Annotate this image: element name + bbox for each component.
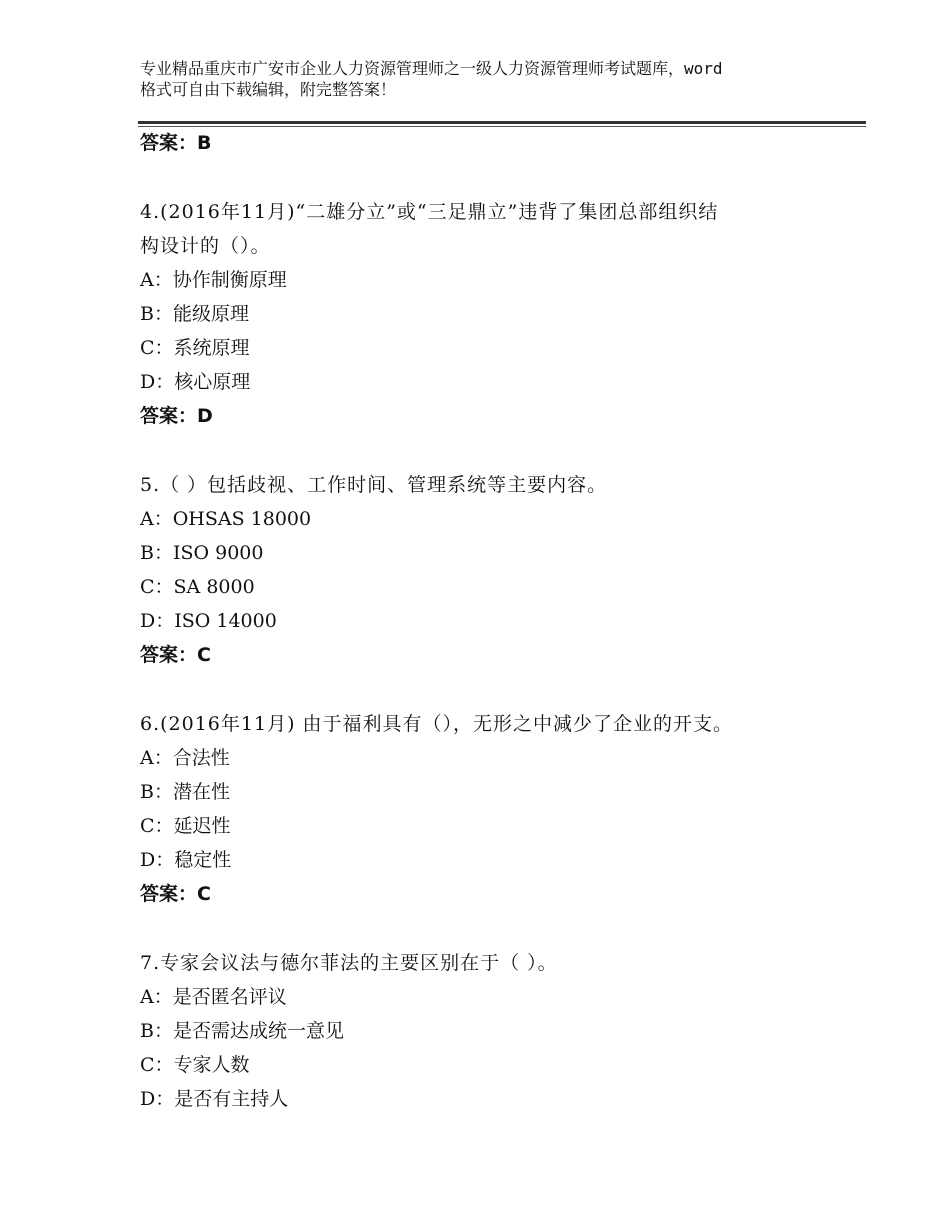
answer-q4: 答案：D [140,405,213,427]
question-5-option-d: D：ISO 14000 [140,610,277,632]
question-4-option-b: B：能级原理 [140,303,249,325]
question-7-option-c: C：专家人数 [140,1054,250,1076]
question-5-option-a: A：OHSAS 18000 [140,508,312,530]
question-4-option-d: D：核心原理 [140,371,251,393]
header-line-1: 专业精品重庆市广安市企业人力资源管理师之一级人力资源管理师考试题库，word [140,59,723,78]
question-5-stem: 5.（ ）包括歧视、工作时间、管理系统等主要内容。 [140,474,608,496]
question-6-option-c: C：延迟性 [140,815,231,837]
answer-q5: 答案：C [140,644,211,666]
question-7-option-b: B：是否需达成统一意见 [140,1020,344,1042]
question-5-option-c: C：SA 8000 [140,576,255,598]
question-5-option-b: B：ISO 9000 [140,542,264,564]
question-6-stem: 6.(2016年11月) 由于福利具有（），无形之中减少了企业的开支。 [140,713,734,735]
document-header [140,58,840,100]
header-line-2: 格式可自由下载编辑，附完整答案！ [140,80,397,99]
question-6-option-d: D：稳定性 [140,849,232,871]
header-divider-thick [138,121,866,124]
answer-q6: 答案：C [140,883,211,905]
question-7-option-a: A：是否匿名评议 [140,986,287,1008]
question-4-stem-line-2: 构设计的（）。 [140,235,271,257]
question-4-option-a: A：协作制衡原理 [140,269,287,291]
question-7-option-d: D：是否有主持人 [140,1088,289,1110]
question-4-stem-line-1: 4.(2016年11月)“二雄分立”或“三足鼎立”违背了集团总部组织结 [140,201,719,223]
question-7-stem: 7.专家会议法与德尔菲法的主要区别在于（ ）。 [140,952,558,974]
header-divider-thin [138,126,866,127]
question-6-option-a: A：合法性 [140,747,230,769]
question-6-option-b: B：潜在性 [140,781,230,803]
question-4-option-c: C：系统原理 [140,337,250,359]
answer-q3: 答案：B [140,132,212,154]
